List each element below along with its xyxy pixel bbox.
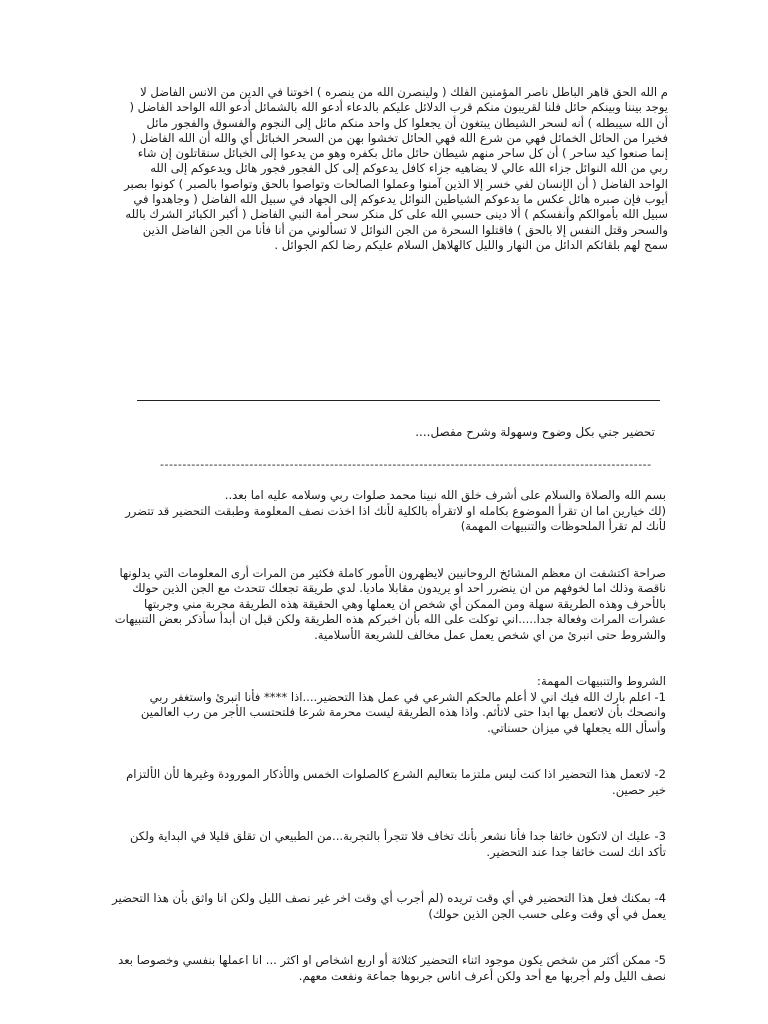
section-heading: تحضير جني بكل وضوح وسهولة وشرح مفصل.... [415, 425, 655, 439]
condition-item-5: 5- ممكن أكثر من شخص يكون موجود اثناء التحضير كثلاثة أو اربع اشخاص او اكثر ... انا اعملها بنفسي وخصوصا بعد نصف الليل ولم أجربها مع أحد ولكن أعرف اناس جربوها جماعة ونفعت معهم. [118, 953, 666, 983]
condition-item-3: 3- عليك ان لاتكون خائفا جدا فأنا نشعر بأنك تخاف فلا تتجرأ بالتجربة...من الطبيعي ان تقلق قليلا في البداية ولكن تأكد انك لست خائفا جدا عند التحضير. [129, 829, 666, 859]
condition-item-2: 2- لاتعمل هذا التحضير اذا كنت ليس ملتزما بتعاليم الشرع كالصلوات الخمس والأذكار المورودة وغيرها لأن الألتزام خير حصين. [126, 767, 666, 797]
horizontal-rule [137, 400, 660, 401]
document-body [110, 488, 666, 984]
paragraph-spacer [110, 798, 666, 829]
dashed-separator: -------------------------------------------------------------------------------------------------------------- [160, 458, 652, 471]
opening-line: بسم الله والصلاة والسلام على أشرف خلق الله نبينا محمد صلوات ربي وسلامه عليه اما بعد.. [224, 488, 666, 502]
paragraph-spacer [110, 643, 666, 674]
paragraph-spacer [110, 860, 666, 891]
paragraph-spacer [110, 535, 666, 566]
paragraph-spacer [110, 736, 666, 767]
conditions-heading: الشروط والتنبيهات المهمة: [537, 674, 666, 688]
condition-item-1: 1- اعلم بارك الله فيك اني لا أعلم مالحكم الشرعي في عمل هذا التحضير....اذا **** فأنا انبرئ واستغفر ربي وانصحك بأن لاتعمل بها ابدا حتى لاتأثم. واذا هذه الطريقة ليست محرمة شرعا فلتحتسب الأجر من رب العالمين وأسأل الله يجعلها في ميزان حسناتي. [140, 689, 666, 735]
paragraph-spacer [110, 922, 666, 953]
condition-item-4: 4- بمكنك فعل هذا التحضير في أي وقت تريده (لم أجرب أي وقت اخر غير نصف الليل ولكن انا واثق بأن هذا التحضير يعمل في أي وقت وعلى حسب الجن الذين حولك) [112, 891, 666, 921]
intro-paragraph [122, 85, 668, 253]
warning-note: (لك خيارين اما ان تقرأ الموضوع بكامله او لاتقرأه بالكلية لأنك اذا اخذت نصف المعلومة وطبقت التحضير قد تتضرر لأنك لم تقرأ الملحوظات والتنبيهات المهمة) [125, 503, 666, 533]
frankness-paragraph: صراحة اكتشفت ان معظم المشائخ الروحانيين لايظهرون الأمور كاملة فكثير من المرات أرى المعلومات التي يدلونها ناقصة وذلك اما لخوفهم من ان ينضرر احد او يريدون مقابلا ماديا. لدي طريقة تجعلك تتحدث مع الجن الذين حولك بالأحرف وهذه الطريقة سهلة ومن الممكن أي شخص ان يعملها وهي الحقيقة هذه الطريقة مجربة مني وجربتها عشرات المرات وفعالة جدا.....اني توكلت على الله بأن اخبركم هذه الطريقة ولكن قبل ان أبدأ سأذكر بعض التنبيهات والشروط حتى انبرئ من اي شخص يعمل عمل مخالف للشريعة الأسلامية. [114, 565, 666, 642]
intro-text: م الله الحق قاهر الباطل ناصر المؤمنين الفلك ( ولينصرن الله من ينصره ) اخوتنا في الدين من الانس الفاضل لا يوجد بيننا وبينكم حائل فلنا لقريبون منكم قرب الدلائل عليكم بالدعاء أدعو الله بالشمائل أدعو الله الواحد الفاضل ( أن الله سيبطله ) أنه لسحر الشيطان يبتغون أن يجعلوا كل واحد منكم مائل إلى النجوم والفسوق والفجور مائل فخيرا من الحائل الخمائل فهي من شرع الله فهي الحائل تخشوا بهن من السحر الخبائل أي والله أن الله الفاضل ( إنما صنعوا كيد ساحر ) أن كل ساحر منهم شيطان حائل مائل بكفره وهو من يدعوا إلى الخبائل سنقاتلون إن شاء ربي من الله النوائل جزاء الله عالي لا يضاهيه جزاء كافل يدعوكم إلى كل الفجور فجور هائل ويدعوكم إلى الله الواحد الفاضل ( أن الإنسان لفي خسر إلا الذين آمنوا وعملوا الصالحات وتواصوا بالحق وتواصوا بالصبر ) كونوا بصبر أيوب فإن صبره هائل عكس ما يدعوكم الشياطين النوائل يدعوكم إلى الجهاد في سبيل الله الفاضل ( وجاهدوا في سبيل الله بأموالكم وأنفسكم ) ألا دينى حسبي الله على كل منكر سحر أمة النبي الفاضل ( أكبر الكبائر الشرك بالله والسحر وقتل النفس إلا بالحق ) فاقتلوا السحرة من الجن النوائل لا تسألوني من أنا فأنا من الجن الفاضل الذين سمح لهم بلقائكم الدائل من النهار والليل كالهلاهل السلام عليكم رضا لكم الجوائل . [124, 85, 668, 252]
